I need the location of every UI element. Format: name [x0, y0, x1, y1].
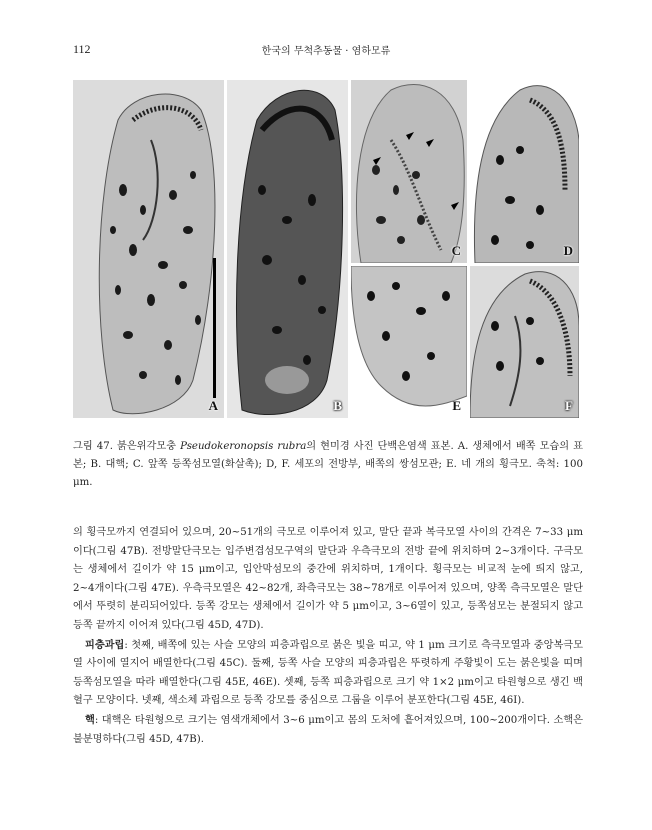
term-cortical-granules: 피층과립: [85, 638, 125, 651]
panel-label-d: D: [563, 243, 573, 258]
figure-caption: [73, 438, 583, 492]
figure-panel-a: [73, 80, 224, 418]
paragraph-2-text: : 첫째, 배쪽에 있는 사슬 모양의 피층과립으로 붉은 빛을 띠고, 약 1 μm 크기로 측극모열과 중앙복극모열 사이에 열지어 배열한다(그림 45C). 둘째, 등쪽 사슬 모양의 피층과립은 뚜렷하게 주황빛이 도는 붉은빛을 띠며 등쪽섬모열을 따라 배열한다(그림 45E, 46E). 셋째, 등쪽 피층과립으로 크기 약 1×2 μm이고 타원형으로 생긴 백혈구 모양이다. 넷째, 색소체 과립으로 등쪽 강모를 중심으로 그룹을 이루어 분포한다(그림 45E, 46I).: [73, 639, 583, 707]
figure-panel-e: [351, 266, 467, 418]
panel-label-c: C: [451, 243, 461, 258]
paragraph-1: 의 횡극모까지 연결되어 있으며, 20~51개의 극모로 이루어져 있고, 말단 끝과 복극모열 사이의 간격은 7~33 μm이다(그림 47B). 전방말단극모는 입주변겹섬모구역의 말단과 우측극모의 전방 끝에 위치하며 2~3개이다. 구극모는 생체에서 길이가 약 15 μm이고, 입안막섬모의 중간에 위치하며, 1개이다. 횡극모는 비교적 눈에 띄지 않고, 2~4개이다(그림 47E). 우측극모열은 42~82개, 좌측극모는 38~78개로 이루어져 있으며, 양쪽 측극모열은 말단에서 뚜렷히 분리되어있다. 등쪽 강모는 생체에서 길이가 약 5 μm이고, 3~6열이 있고, 등쪽섬모는 분절되지 않고 등쪽 끝까지 이어져 있다(그림 45D, 47D).: [73, 527, 583, 631]
body-text: [73, 524, 583, 749]
paragraph-3: [73, 711, 583, 749]
micrograph-b: [227, 80, 348, 418]
page-number: 112: [73, 42, 91, 56]
figure-panel-f: [470, 266, 579, 418]
paragraph-2: [73, 636, 583, 711]
micrograph-e: [351, 266, 467, 418]
figure-panel-c: [351, 80, 467, 263]
micrograph-f: [470, 266, 579, 418]
figure-panel-d: [470, 80, 579, 263]
term-nucleus: 핵: [85, 713, 95, 726]
caption-species: Pseudokeronopsis rubra: [180, 441, 307, 452]
micrograph-a: [73, 80, 224, 418]
paragraph-3-text: : 대핵은 타원형으로 크기는 염색개체에서 3~6 μm이고 몸의 도처에 흩어져있으며, 100~200개이다. 소핵은 불분명하다(그림 45D, 47B).: [73, 714, 583, 745]
panel-label-e: E: [452, 398, 461, 413]
caption-prefix: 그림 47. 붉은위각모충: [73, 441, 181, 452]
figure-panel-b: [227, 80, 348, 418]
panel-label-f: F: [565, 398, 573, 413]
panel-label-b: B: [333, 398, 342, 413]
running-header-title: 한국의 무척추동물 · 염하모류: [261, 46, 391, 57]
caption-text: 의 현미경 사진 단백은염색 표본. A. 생체에서 배쪽 모습의 표본; B. 대핵; C. 앞쪽 등쪽섬모열(화살촉); D, F. 세포의 전방부, 배쪽의 쌍섬모관; E. 네 개의 횡극모. 축척: 100 μm.: [73, 441, 584, 488]
micrograph-d: [470, 80, 579, 263]
micrograph-c: [351, 80, 467, 263]
panel-label-a: A: [208, 398, 218, 413]
